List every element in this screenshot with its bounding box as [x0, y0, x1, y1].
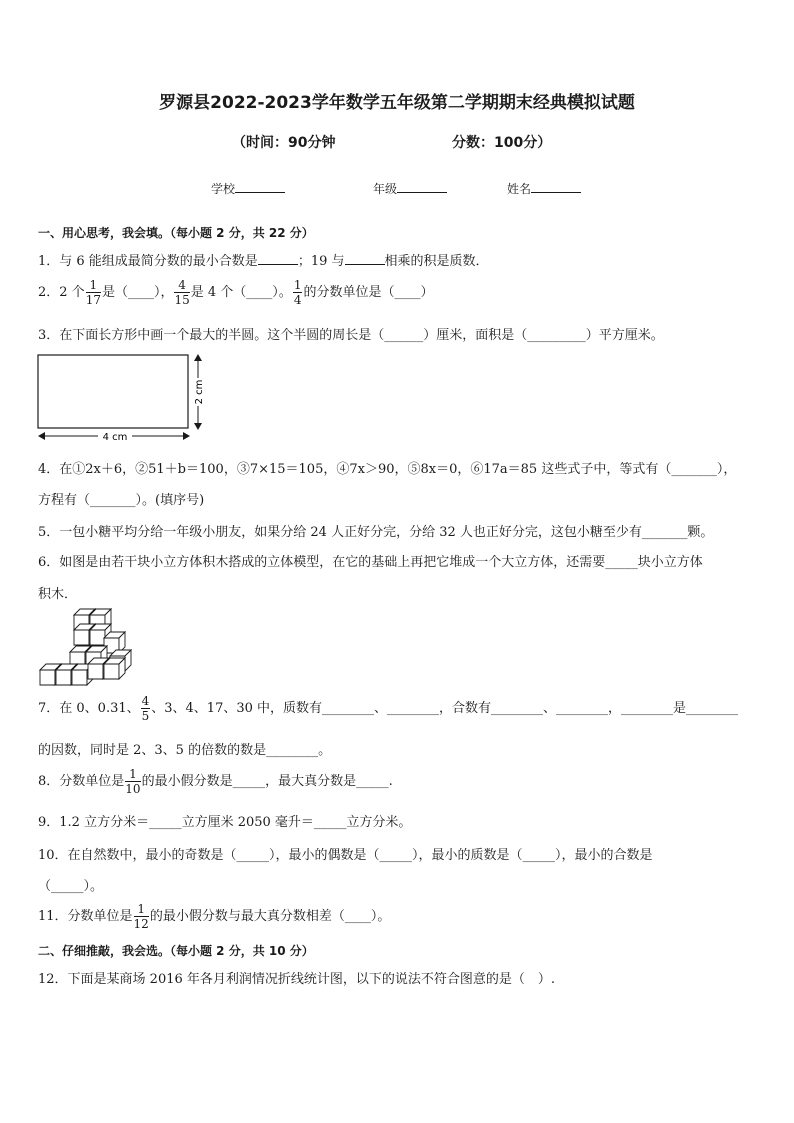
name-field	[507, 180, 581, 197]
rectangle	[38, 355, 188, 428]
question-3: 3．在下面长方形中画一个最大的半圆。这个半圆的周长是（______）厘米，面积是（_________）平方厘米。	[38, 328, 664, 343]
rectangle-figure	[34, 350, 214, 446]
question-2: 2．2 个 $\frac{1}{17}$ 是（____）， $\frac{4}{15}$ 是 4 个（____）。 $\frac{1}{4}$ 的分数单位是（____）	[38, 278, 434, 307]
grade-label: 年级	[373, 182, 398, 196]
total-score: 分数：100分）	[452, 135, 552, 151]
school-blank[interactable]	[235, 181, 285, 193]
section-2-heading: 二、仔细推敲，我会选。（每小题 2 分，共 10 分）	[38, 944, 314, 958]
height-label: 2 cm	[194, 379, 205, 405]
grade-field	[373, 180, 447, 197]
question-11: 11．分数单位是 $\frac{1}{12}$ 的最小假分数与最大真分数相差（____）。	[38, 902, 391, 931]
fraction: $\frac{1}{10}$	[125, 767, 141, 796]
fraction: $\frac{4}{5}$	[141, 694, 150, 723]
school-field	[211, 180, 285, 197]
question-7-line-1: 7．在 0、0.31、 $\frac{4}{5}$ 、3、4、17、30 中，质数有________、________，合数有________、________，________是________	[38, 694, 739, 723]
question-10-line-1: 10．在自然数中，最小的奇数是（_____），最小的偶数是（_____），最小的质数是（_____），最小的合数是	[38, 848, 653, 863]
question-4-line-1: 4．在①2x＋6，②51＋b＝100，③7×15＝105，④7x＞90，⑤8x＝0，⑥17a＝85 这些式子中，等式有（_______），	[38, 462, 737, 477]
question-6-line-2: 积木．	[38, 587, 78, 602]
fraction: $\frac{4}{15}$	[174, 278, 190, 307]
question-4-line-2: 方程有（_______）。(填序号)	[38, 493, 205, 508]
question-9: 9．1.2 立方分米＝_____立方厘米 2050 毫升＝_____立方分米。	[38, 815, 412, 830]
arrow-left-icon	[38, 432, 45, 440]
arrow-down-icon	[194, 423, 202, 430]
question-1: 1．与 6 能组成最简分数的最小合数是 ；19 与 相乘的积是质数．	[38, 254, 489, 269]
cube	[104, 658, 125, 679]
name-label: 姓名	[507, 182, 532, 196]
fraction: $\frac{1}{4}$	[293, 278, 302, 307]
grade-blank[interactable]	[397, 181, 447, 193]
time-limit: （时间：90分钟	[232, 135, 336, 151]
section-1-heading: 一、用心思考，我会填。（每小题 2 分，共 22 分）	[38, 226, 314, 240]
question-8: 8．分数单位是 $\frac{1}{10}$ 的最小假分数是_____，最大真分数是_____.	[38, 767, 393, 796]
question-5: 5．一包小糖平均分给一年级小朋友，如果分给 24 人正好分完，分给 32 人也正好分完，这包小糖至少有_______颗。	[38, 525, 714, 540]
name-blank[interactable]	[531, 181, 581, 193]
cube-stack-figure	[38, 606, 140, 688]
arrow-up-icon	[194, 354, 202, 361]
fraction: $\frac{1}{17}$	[85, 278, 101, 307]
question-7-line-2: 的因数，同时是 2、3、5 的倍数的数是________。	[38, 743, 332, 758]
question-6-line-1: 6．如图是由若干块小立方体积木搭成的立体模型，在它的基础上再把它堆成一个大立方体，还需要_____块小立方体	[38, 555, 703, 570]
width-label: 4 cm	[102, 432, 128, 443]
school-label: 学校	[211, 182, 236, 196]
arrow-right-icon	[183, 432, 190, 440]
fraction: $\frac{1}{12}$	[133, 902, 149, 931]
question-12: 12．下面是某商场 2016 年各月利润情况折线统计图，以下的说法不符合图意的是（ ）.	[38, 972, 556, 987]
question-10-line-2: （_____）。	[38, 879, 104, 894]
page-title: 罗源县2022-2023学年数学五年级第二学期期末经典模拟试题	[159, 93, 635, 113]
